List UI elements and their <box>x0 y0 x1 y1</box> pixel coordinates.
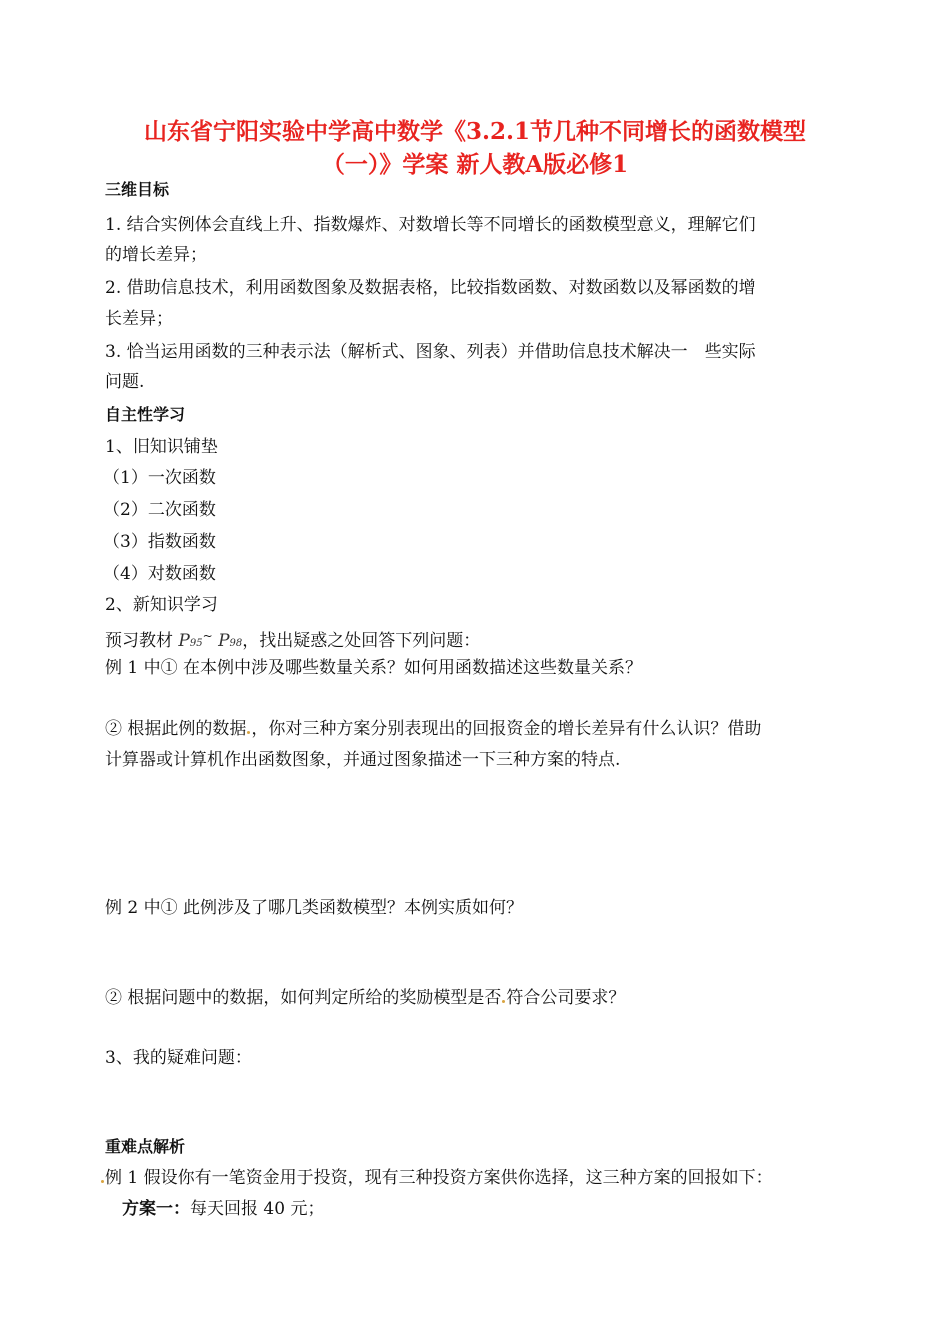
page-ref-start: P95 <box>178 631 203 651</box>
example2-question2-part2: 符合公司要求？ <box>506 988 626 1008</box>
example2-question2 <box>105 986 625 1010</box>
old-knowledge-item-4: （4）对数函数 <box>103 564 216 584</box>
analysis-example1 <box>100 1166 773 1190</box>
preview-instruction <box>105 624 480 656</box>
document-title-line1: 山东省宁阳实验中学高中数学《3.2.1节几种不同增长的函数模型 <box>143 118 807 145</box>
goal-item-2-cont: 长差异； <box>105 309 173 329</box>
example1-question1: 例 1 中① 在本例中涉及哪些数量关系？如何用函数描述这些数量关系？ <box>105 658 643 678</box>
example1-question2 <box>105 717 761 741</box>
example1-question2-part1: ② 根据此例的数据 <box>105 719 247 739</box>
goal-item-3-cont: 问题. <box>105 372 145 392</box>
plan1-text: 每天回报 40 元； <box>190 1199 325 1219</box>
new-knowledge-title: 2、新知识学习 <box>105 595 218 615</box>
self-study-heading: 自主性学习 <box>105 405 186 424</box>
example1-question2-cont: 计算器或计算机作出函数图象，并通过图象描述一下三种方案的特点. <box>105 750 621 770</box>
example1-question2-part2: ，你对三种方案分别表现出的回报资金的增长差异有什么认识？借助 <box>251 719 762 739</box>
plan1 <box>122 1197 324 1221</box>
analysis-heading: 重难点解析 <box>105 1137 186 1156</box>
plan1-label: 方案一： <box>122 1199 190 1219</box>
difficult-questions: 3、我的疑难问题： <box>105 1048 252 1068</box>
decorative-dot <box>502 1000 505 1003</box>
goal-item-3: 3. 恰当运用函数的三种表示法（解析式、图象、列表）并借助信息技术解决一 些实际 <box>105 342 756 362</box>
old-knowledge-title: 1、旧知识铺垫 <box>105 437 218 457</box>
tilde: ~ <box>202 629 213 643</box>
page-ref-end: P98 <box>218 631 243 651</box>
old-knowledge-item-1: （1）一次函数 <box>103 468 216 488</box>
old-knowledge-item-3: （3）指数函数 <box>103 532 216 552</box>
decorative-dot <box>247 731 250 734</box>
analysis-example1-text: 例 1 假设你有一笔资金用于投资，现有三种投资方案供你选择，这三种方案的回报如下： <box>105 1168 773 1188</box>
decorative-dot <box>101 1180 104 1183</box>
preview-suffix: ，找出疑惑之处回答下列问题： <box>242 631 481 651</box>
goal-item-2: 2. 借助信息技术，利用函数图象及数据表格，比较指数函数、对数函数以及幂函数的增 <box>105 278 756 298</box>
preview-prefix: 预习教材 <box>105 631 173 651</box>
document-title-line2: （一）》学案 新人教A版必修1 <box>321 151 629 178</box>
example2-question1: 例 2 中① 此例涉及了哪几类函数模型？本例实质如何？ <box>105 898 524 918</box>
example2-question2-part1: ② 根据问题中的数据，如何判定所给的奖励模型是否 <box>105 988 502 1008</box>
goals-heading: 三维目标 <box>105 180 170 199</box>
goal-item-1-cont: 的增长差异； <box>105 245 207 265</box>
goal-item-1: 1. 结合实例体会直线上升、指数爆炸、对数增长等不同增长的函数模型意义，理解它们 <box>105 215 756 235</box>
old-knowledge-item-2: （2）二次函数 <box>103 500 216 520</box>
